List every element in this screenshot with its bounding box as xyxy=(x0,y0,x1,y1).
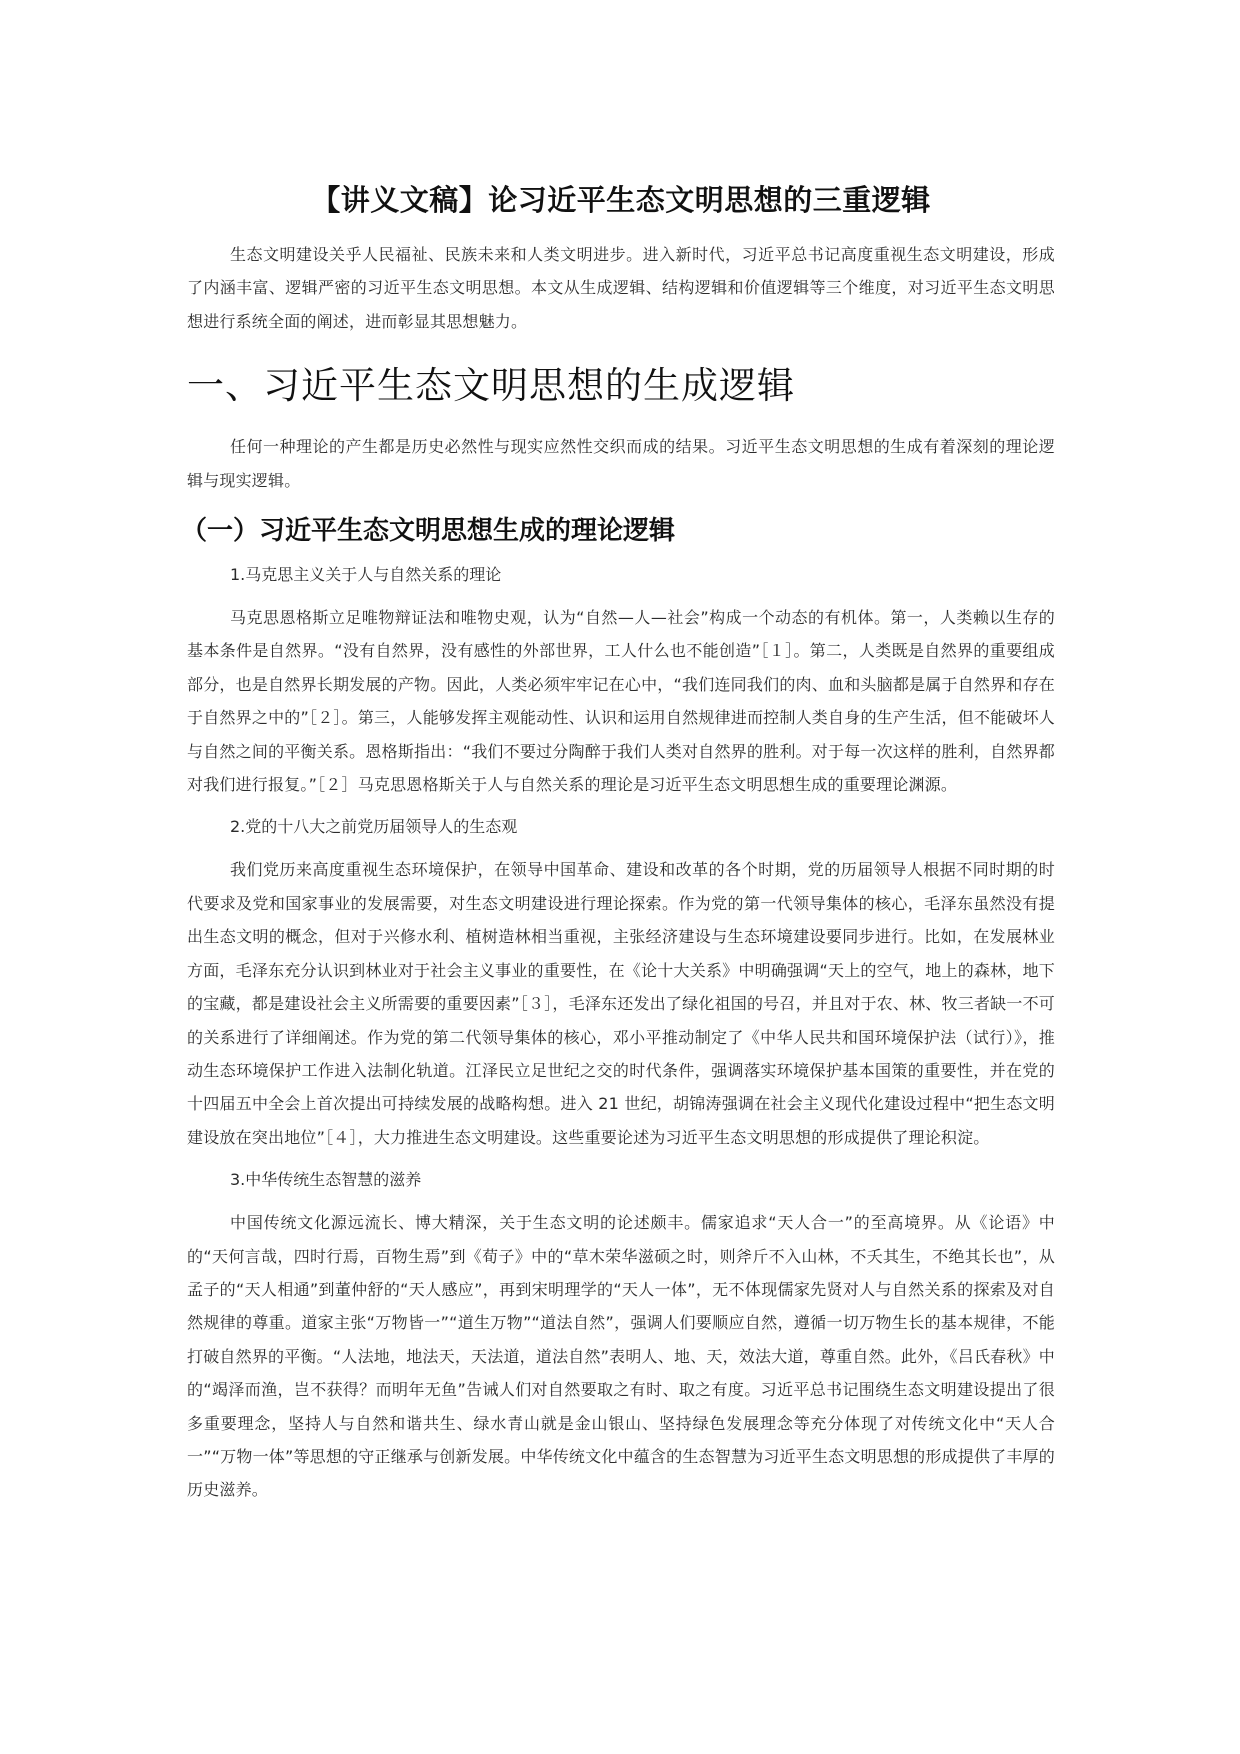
item-2-paragraph: 我们党历来高度重视生态环境保护，在领导中国革命、建设和改革的各个时期，党的历届领导人根据不同时期的时代要求及党和国家事业的发展需要，对生态文明建设进行理论探索。作为党的第一代领导集体的核心，毛泽东虽然没有提出生态文明的概念，但对于兴修水利、植树造林相当重视，主张经济建设与生态环境建设要同步进行。比如，在发展林业方面，毛泽东充分认识到林业对于社会主义事业的重要性，在《论十大关系》中明确强调“天上的空气，地上的森林，地下的宝藏，都是建设社会主义所需要的重要因素”［３］，毛泽东还发出了绿化祖国的号召，并且对于农、林、牧三者缺一不可的关系进行了详细阐述。作为党的第二代领导集体的核心，邓小平推动制定了《中华人民共和国环境保护法（试行）》，推动生态环境保护工作进入法制化轨道。江泽民立足世纪之交的时代条件，强调落实环境保护基本国策的重要性，并在党的十四届五中全会上首次提出可持续发展的战略构想。进入 21 世纪，胡锦涛强调在社会主义现代化建设过程中“把生态文明建设放在突出地位”［４］，大力推进生态文明建设。这些重要论述为习近平生态文明思想的形成提供了理论积淀。 xyxy=(187,860,1055,1147)
section-1-heading: 一、习近平生态文明思想的生成逻辑 xyxy=(187,364,795,408)
item-3-paragraph: 中国传统文化源远流长、博大精深，关于生态文明的论述颇丰。儒家追求“天人合一”的至高境界。从《论语》中的“天何言哉，四时行焉，百物生焉”到《荀子》中的“草木荣华滋硕之时，则斧斤不入山林，不夭其生，不绝其长也”，从孟子的“天人相通”到董仲舒的“天人感应”，再到宋明理学的“天人一体”，无不体现儒家先贤对人与自然关系的探索及对自然规律的尊重。道家主张“万物皆一”“道生万物”“道法自然”，强调人们要顺应自然，遵循一切万物生长的基本规律，不能打破自然界的平衡。“人法地，地法天，天法道，道法自然”表明人、地、天，效法大道，尊重自然。此外，《吕氏春秋》中的“竭泽而渔，岂不获得？而明年无鱼”告诫人们对自然要取之有时、取之有度。习近平总书记围绕生态文明建设提出了很多重要理念，坚持人与自然和谐共生、绿水青山就是金山银山、坚持绿色发展理念等充分体现了对传统文化中“天人合一”“万物一体”等思想的守正继承与创新发展。中华传统文化中蕴含的生态智慧为习近平生态文明思想的形成提供了丰厚的历史滋养。 xyxy=(187,1213,1055,1500)
section-1-paragraph: 任何一种理论的产生都是历史必然性与现实应然性交织而成的结果。习近平生态文明思想的生成有着深刻的理论逻辑与现实逻辑。 xyxy=(187,437,1055,490)
item-2-label: 2.党的十八大之前党历届领导人的生态观 xyxy=(230,817,518,837)
document-content xyxy=(181,176,1055,1517)
item-1-label: 1.马克思主义关于人与自然关系的理论 xyxy=(230,565,502,585)
subsection-1-heading: （一）习近平生态文明思想生成的理论逻辑 xyxy=(181,516,676,547)
item-1-paragraph: 马克思恩格斯立足唯物辩证法和唯物史观，认为“自然—人—社会”构成一个动态的有机体。第一，人类赖以生存的基本条件是自然界。“没有自然界，没有感性的外部世界，工人什么也不能创造”［１］。第二，人类既是自然界的重要组成部分，也是自然界长期发展的产物。因此，人类必须牢牢记在心中，“我们连同我们的肉、血和头脑都是属于自然界和存在于自然界之中的”［２］。第三，人能够发挥主观能动性、认识和运用自然规律进而控制人类自身的生产生活，但不能破坏人与自然之间的平衡关系。恩格斯指出：“我们不要过分陶醉于我们人类对自然界的胜利。对于每一次这样的胜利，自然界都对我们进行报复。”［２］马克思恩格斯关于人与自然关系的理论是习近平生态文明思想生成的重要理论渊源。 xyxy=(187,608,1055,795)
intro-paragraph: 生态文明建设关乎人民福祉、民族未来和人类文明进步。进入新时代，习近平总书记高度重视生态文明建设，形成了内涵丰富、逻辑严密的习近平生态文明思想。本文从生成逻辑、结构逻辑和价值逻辑等三个维度，对习近平生态文明思想进行系统全面的阐述，进而彰显其思想魅力。 xyxy=(187,245,1055,331)
item-3-label: 3.中华传统生态智慧的滋养 xyxy=(230,1170,422,1190)
document-title: 【讲义文稿】论习近平生态文明思想的三重逻辑 xyxy=(311,183,931,217)
